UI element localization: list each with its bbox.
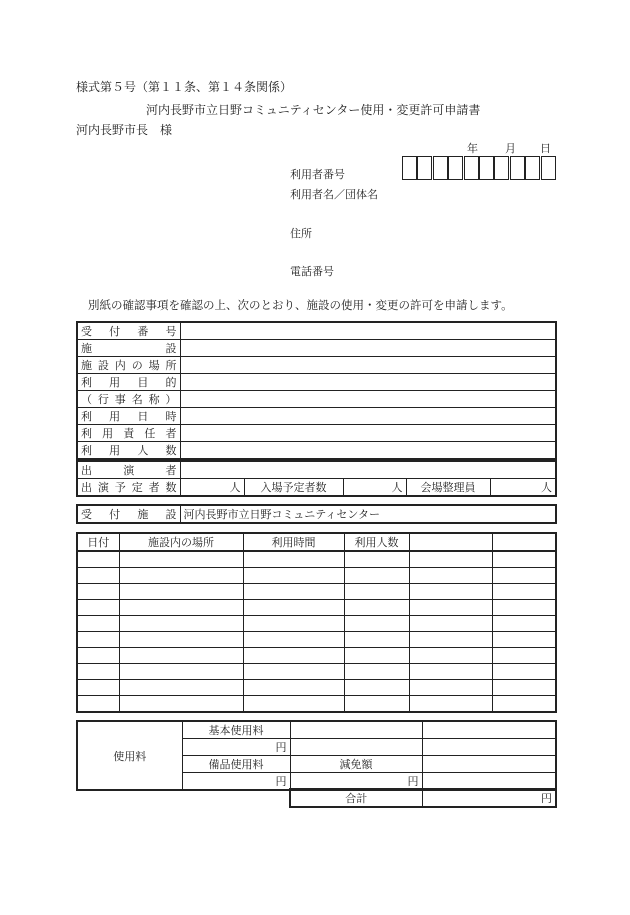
schedule-cell[interactable] (344, 696, 409, 713)
form-number: 様式第５号（第１１条、第１４条関係） (76, 80, 293, 94)
schedule-header (492, 533, 556, 551)
basic-fee-label: 基本使用料 (182, 721, 290, 739)
schedule-cell[interactable] (119, 616, 243, 632)
schedule-cell[interactable] (492, 584, 556, 600)
schedule-cell[interactable] (409, 551, 492, 568)
schedule-cell[interactable] (492, 616, 556, 632)
schedule-cell[interactable] (77, 568, 119, 584)
user-number-digit-box[interactable] (402, 156, 417, 180)
schedule-cell[interactable] (492, 664, 556, 680)
schedule-cell[interactable] (119, 680, 243, 696)
schedule-cell[interactable] (492, 680, 556, 696)
schedule-cell[interactable] (409, 600, 492, 616)
basic-fee-field[interactable]: 円 (182, 739, 290, 756)
schedule-cell[interactable] (77, 664, 119, 680)
info-table (76, 321, 557, 460)
user-number-digit-box[interactable] (433, 156, 448, 180)
schedule-cell[interactable] (243, 696, 344, 713)
performer-field[interactable] (180, 461, 556, 479)
schedule-cell[interactable] (344, 584, 409, 600)
schedule-cell[interactable] (492, 648, 556, 664)
staff-label: 会場整理員 (406, 479, 490, 497)
user-name-label: 利用者名／団体名 (290, 188, 378, 201)
user-number-digit-box[interactable] (510, 156, 525, 180)
user-number-digit-box[interactable] (494, 156, 509, 180)
info-row-label: 施設内の場所 (77, 357, 180, 374)
schedule-cell[interactable] (409, 616, 492, 632)
total-table (289, 788, 557, 808)
discount-field[interactable]: 円 (290, 773, 422, 791)
equip-fee-field[interactable]: 円 (182, 773, 290, 791)
schedule-cell[interactable] (119, 600, 243, 616)
fee-blank (422, 756, 556, 773)
intro-text: 別紙の確認事項を確認の上、次のとおり、施設の使用・変更の許可を申請します。 (88, 298, 513, 312)
info-row-label: 利用責任者 (77, 425, 180, 442)
user-number-digit-box[interactable] (525, 156, 540, 180)
facility-label: 受付施設 (77, 505, 180, 523)
performer-label: 出演者 (77, 461, 180, 479)
schedule-cell[interactable] (492, 568, 556, 584)
fee-table (76, 720, 557, 791)
schedule-header: 利用時間 (243, 533, 344, 551)
fee-blank (290, 721, 422, 739)
schedule-cell[interactable] (344, 616, 409, 632)
info-row-label: 受付番号 (77, 322, 180, 340)
schedule-cell[interactable] (77, 616, 119, 632)
schedule-header (409, 533, 492, 551)
schedule-cell[interactable] (243, 616, 344, 632)
user-number-label: 利用者番号 (290, 168, 345, 181)
info-row-field[interactable] (180, 322, 556, 340)
schedule-row (77, 616, 556, 632)
schedule-cell[interactable] (409, 696, 492, 713)
user-number-digit-box[interactable] (479, 156, 494, 180)
schedule-header: 日付 (77, 533, 119, 551)
date-month-label: 月 (505, 142, 516, 155)
info-row-field[interactable] (180, 408, 556, 425)
user-number-digit-box[interactable] (541, 156, 556, 180)
equip-fee-label: 備品使用料 (182, 756, 290, 773)
schedule-cell[interactable] (243, 551, 344, 568)
facility-value: 河内長野市立日野コミュニティセンター (180, 505, 556, 523)
schedule-table (76, 532, 557, 713)
schedule-cell[interactable] (344, 632, 409, 648)
visitors-field[interactable]: 人 (343, 479, 406, 497)
info-row-field[interactable] (180, 340, 556, 357)
schedule-cell[interactable] (243, 664, 344, 680)
user-number-digit-box[interactable] (417, 156, 432, 180)
schedule-row (77, 648, 556, 664)
schedule-cell[interactable] (77, 551, 119, 568)
info-row-field[interactable] (180, 391, 556, 408)
fee-blank (290, 739, 422, 756)
schedule-cell[interactable] (492, 600, 556, 616)
performer-count-label: 出演予定者数 (77, 479, 180, 497)
schedule-cell[interactable] (119, 696, 243, 713)
info-row-label: 利用人数 (77, 442, 180, 460)
schedule-cell[interactable] (77, 584, 119, 600)
schedule-cell[interactable] (409, 648, 492, 664)
user-number-boxes[interactable] (402, 156, 556, 180)
total-label: 合計 (290, 789, 422, 807)
schedule-row (77, 680, 556, 696)
schedule-cell[interactable] (119, 648, 243, 664)
schedule-cell[interactable] (243, 600, 344, 616)
schedule-cell[interactable] (243, 632, 344, 648)
schedule-row (77, 632, 556, 648)
addressee: 河内長野市長 様 (76, 123, 173, 137)
schedule-cell[interactable] (243, 680, 344, 696)
schedule-cell[interactable] (344, 600, 409, 616)
date-year-label: 年 (467, 142, 478, 155)
schedule-cell[interactable] (243, 648, 344, 664)
schedule-cell[interactable] (344, 648, 409, 664)
info-row-label: 利用日時 (77, 408, 180, 425)
visitors-label: 入場予定者数 (244, 479, 343, 497)
info-row-field[interactable] (180, 442, 556, 460)
fee-label: 使用料 (77, 721, 182, 790)
schedule-cell[interactable] (344, 568, 409, 584)
info-row-field[interactable] (180, 357, 556, 374)
fee-blank (422, 739, 556, 756)
schedule-cell[interactable] (409, 568, 492, 584)
info-row-field[interactable] (180, 374, 556, 391)
user-number-digit-box[interactable] (448, 156, 463, 180)
schedule-cell[interactable] (77, 680, 119, 696)
form-title: 河内長野市立日野コミュニティセンター使用・変更許可申請書 (146, 103, 481, 117)
schedule-cell[interactable] (77, 600, 119, 616)
info-row-label: （行事名称） (77, 391, 180, 408)
performer-table (76, 460, 557, 497)
schedule-row (77, 664, 556, 680)
schedule-cell[interactable] (119, 551, 243, 568)
user-number-digit-box[interactable] (464, 156, 479, 180)
facility-table (76, 504, 557, 524)
schedule-cell[interactable] (409, 632, 492, 648)
schedule-cell[interactable] (119, 568, 243, 584)
performer-count-field[interactable]: 人 (180, 479, 244, 497)
schedule-cell[interactable] (119, 584, 243, 600)
schedule-cell[interactable] (492, 632, 556, 648)
schedule-header: 施設内の場所 (119, 533, 243, 551)
schedule-cell[interactable] (409, 584, 492, 600)
schedule-cell[interactable] (119, 632, 243, 648)
staff-field[interactable]: 人 (490, 479, 556, 497)
info-row-label: 利用目的 (77, 374, 180, 391)
schedule-cell[interactable] (492, 696, 556, 713)
schedule-cell[interactable] (119, 664, 243, 680)
fee-blank (422, 721, 556, 739)
schedule-cell[interactable] (409, 680, 492, 696)
schedule-cell[interactable] (344, 551, 409, 568)
schedule-cell[interactable] (77, 632, 119, 648)
schedule-cell[interactable] (243, 568, 344, 584)
address-label: 住所 (290, 227, 312, 240)
schedule-cell[interactable] (77, 648, 119, 664)
schedule-cell[interactable] (409, 664, 492, 680)
schedule-row (77, 551, 556, 568)
schedule-row (77, 584, 556, 600)
discount-label: 減免額 (290, 756, 422, 773)
schedule-cell[interactable] (344, 664, 409, 680)
info-row-label: 施設 (77, 340, 180, 357)
schedule-cell[interactable] (344, 680, 409, 696)
schedule-header: 利用人数 (344, 533, 409, 551)
info-row-field[interactable] (180, 425, 556, 442)
phone-label: 電話番号 (290, 265, 334, 278)
date-day-label: 日 (540, 142, 551, 155)
schedule-cell[interactable] (492, 551, 556, 568)
schedule-cell[interactable] (243, 584, 344, 600)
schedule-row (77, 696, 556, 713)
total-field[interactable]: 円 (422, 789, 556, 807)
schedule-row (77, 600, 556, 616)
schedule-row (77, 568, 556, 584)
schedule-cell[interactable] (77, 696, 119, 713)
